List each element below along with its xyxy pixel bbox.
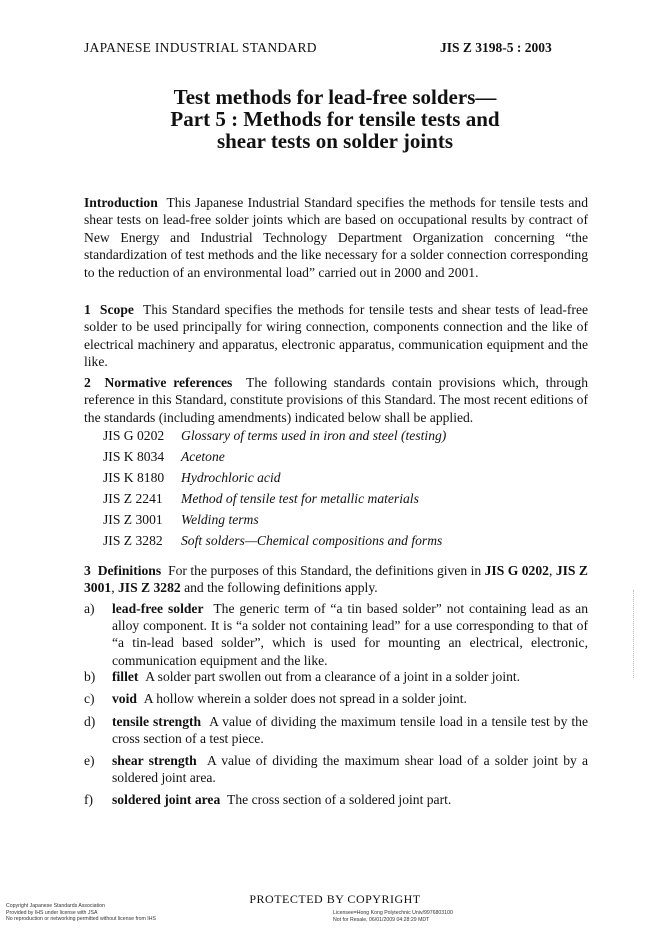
title-line-1: Test methods for lead-free solders—	[173, 85, 497, 109]
footer-left-line: Copyright Japanese Standards Association	[6, 903, 105, 909]
margin-mark	[633, 590, 642, 678]
introduction-text: This Japanese Industrial Standard specifies the methods for tensile tests and shear tests on lead-free solder joints which are based on occupational results by contract of New Energy and Industrial Technology Department Organization concerning “the standardization of test methods and the like necessary for a solder connection corresponding to the reduction of an environmental load” carried out in 2000 and 2001.	[84, 195, 589, 280]
introduction-heading: Introduction	[84, 195, 158, 210]
definition-term: void	[112, 691, 137, 706]
introduction-section	[84, 194, 588, 281]
reference-code: JIS K 8034	[103, 449, 165, 464]
definition-label: a)	[84, 601, 95, 616]
reference-item	[103, 448, 225, 465]
reference-item	[103, 469, 281, 486]
reference-code: JIS Z 2241	[103, 491, 163, 506]
reference-code: JIS G 0202	[103, 428, 165, 443]
definition-item	[84, 713, 588, 747]
definition-item	[84, 668, 588, 685]
title-line-3: shear tests on solder joints	[216, 129, 454, 153]
reference-title: Soft solders—Chemical compositions and forms	[181, 533, 443, 548]
definitions-section: 3 Definitions For the purposes of this Standard, the definitions given in JIS G 0202, JIS Z 3001, JIS Z 3282 and the following definitions apply.	[84, 563, 588, 596]
definition-term: lead-free solder	[112, 601, 204, 616]
scope-number: 1	[84, 302, 91, 317]
definition-term: tensile strength	[112, 714, 202, 729]
scope-text: This Standard specifies the methods for tensile tests and shear tests of lead-free solder to be used principally for wiring connection, components connection and the like of electrical machinery and apparatus, electronic apparatus, communication equipment and the like.	[84, 302, 589, 370]
definition-term: fillet	[112, 669, 139, 684]
definitions-ref: JIS G 0202	[484, 563, 549, 578]
document-title	[0, 86, 670, 152]
definition-label: c)	[84, 691, 95, 706]
reference-item	[103, 532, 442, 549]
definitions-text: For the purposes of this Standard, the definitions given in	[168, 563, 482, 578]
normative-number: 2	[84, 375, 91, 390]
normative-heading: Normative references	[104, 375, 233, 390]
footer-right-line: Licensee=Hong Kong Polytechnic Univ/9976803100	[333, 910, 453, 916]
definitions-ref: JIS Z 3001	[84, 563, 588, 596]
footer-right-line: Not for Resale, 06/01/2009 04:28:29 MDT	[333, 916, 430, 923]
reference-code: JIS K 8180	[103, 470, 165, 485]
reference-item	[103, 511, 259, 528]
definition-term: shear strength	[112, 753, 197, 768]
definition-item	[84, 752, 588, 786]
reference-item	[103, 490, 419, 507]
reference-title: Hydrochloric acid	[181, 470, 281, 485]
reference-code: JIS Z 3001	[103, 512, 163, 527]
definition-label: e)	[84, 753, 95, 768]
normative-text: The following standards contain provisions which, through reference in this Standard, constitute provisions of this Standard. The most recent editions of the standards (including amendments) indicated below shall be applied.	[84, 375, 589, 425]
definitions-text-end: and the following definitions apply.	[184, 580, 378, 596]
title-line-2: Part 5 : Methods for tensile tests and	[170, 107, 500, 131]
definition-term: soldered joint area	[112, 792, 221, 807]
reference-code: JIS Z 3282	[103, 533, 163, 548]
definition-label: f)	[84, 792, 94, 807]
definition-label: b)	[84, 669, 96, 684]
scope-section	[84, 301, 588, 371]
definitions-number: 3	[84, 563, 91, 578]
definitions-ref: JIS Z 3282	[117, 580, 181, 596]
reference-title: Welding terms	[181, 512, 259, 527]
footer-right-notice	[333, 910, 453, 923]
definition-text: The generic term of “a tin based solder” not containing lead as an alloy component. It is “a solder not containing lead” for a use corresponding to that of “a tin-lead based solder”, which is used for mounting an electrical, electronic, communication equipment and the like.	[112, 601, 589, 668]
scope-heading: Scope	[99, 302, 134, 317]
header-standard-name: JAPANESE INDUSTRIAL STANDARD	[84, 40, 317, 55]
reference-item	[103, 427, 446, 444]
definition-text: A value of dividing the maximum tensile load in a tensile test by the cross section of a test piece.	[112, 714, 589, 747]
definition-item	[84, 600, 588, 669]
definition-text: A value of dividing the maximum shear load of a solder joint by a soldered joint area.	[112, 753, 588, 786]
definition-text: A solder part swollen out from a clearance of a joint in a solder joint.	[145, 669, 521, 684]
reference-title: Acetone	[181, 449, 225, 464]
definition-text: A hollow wherein a solder does not spread in a solder joint.	[143, 691, 467, 706]
definitions-heading: Definitions	[97, 563, 162, 578]
footer-left-line: Provided by IHS under license with JSA	[6, 909, 98, 916]
definition-item	[84, 791, 588, 808]
definition-text: The cross section of a soldered joint part.	[227, 792, 452, 807]
footer-left-line: No reproduction or networking permitted without license from IHS	[6, 916, 156, 923]
normative-section	[84, 374, 588, 426]
definition-label: d)	[84, 714, 96, 729]
reference-title: Glossary of terms used in iron and steel (testing)	[181, 428, 447, 443]
reference-title: Method of tensile test for metallic materials	[181, 491, 419, 506]
footer-left-notice	[6, 903, 156, 923]
definition-item	[84, 690, 588, 707]
copyright-notice: PROTECTED BY COPYRIGHT	[249, 892, 421, 906]
header-standard-number: JIS Z 3198-5 : 2003	[440, 40, 552, 55]
